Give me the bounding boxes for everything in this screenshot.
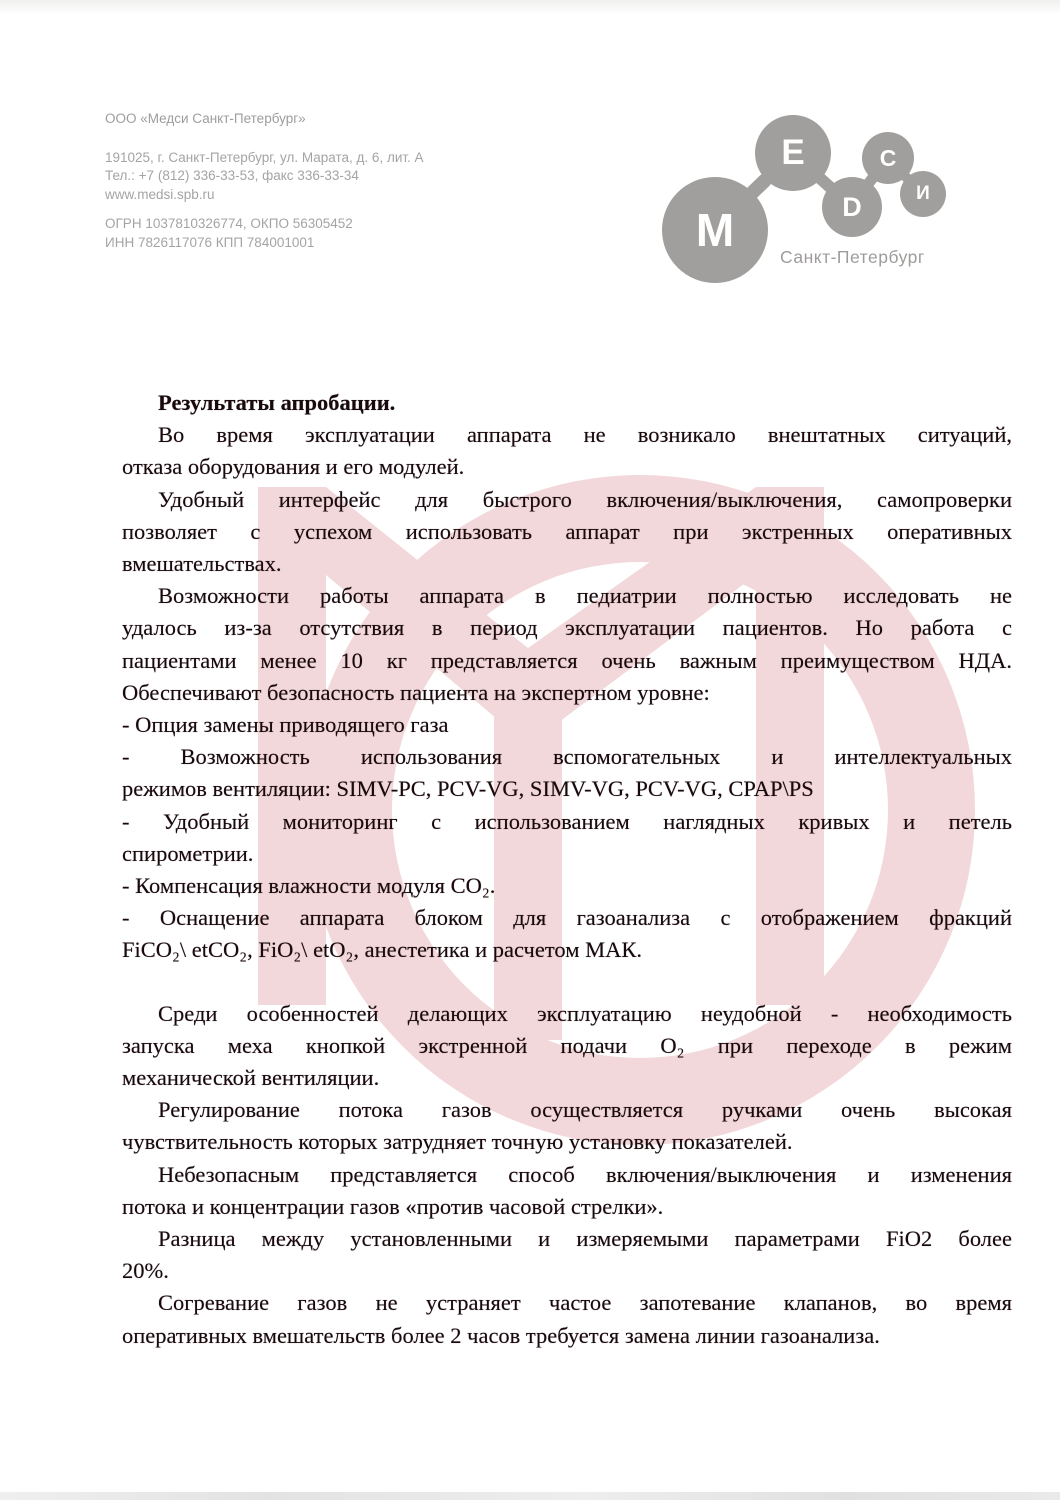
letterhead-address: 191025, г. Санкт-Петербург, ул. Марата, д. 6, лит. А (105, 149, 424, 165)
logo-letter-e: Е (781, 133, 805, 172)
bullet-line: - Удобный мониторинг с использованием наглядных кривых и петель (122, 808, 1012, 834)
letterhead-inn-kpp: ИНН 7826117076 КПП 784001001 (105, 234, 315, 250)
text-line: пациентами менее 10 кг представляется очень важным преимуществом НДА. (122, 647, 1012, 673)
logo-letter-i: И (916, 183, 930, 204)
document-body (122, 387, 1012, 1352)
letterhead (105, 110, 424, 252)
bullet-line: - Компенсация влажности модуля CO₂. (122, 873, 496, 899)
logo-letter-d: D (842, 191, 862, 222)
bullet-line: - Возможность использования вспомогательных и интеллектуальных (122, 744, 1012, 770)
text-line: Во время эксплуатации аппарата не возникало внештатных ситуаций, (158, 422, 1012, 448)
text-line: позволяет с успехом использовать аппарат при экстренных оперативных (122, 518, 1012, 544)
medsi-logo (650, 105, 990, 280)
text-line: 20%. (122, 1258, 169, 1284)
text-line: вмешательствах. (122, 551, 282, 577)
text-line: Регулирование потока газов осуществляется ручками очень высокая (158, 1097, 1012, 1123)
logo-bubble-c (862, 132, 914, 184)
company-name: ООО «Медси Санкт-Петербург» (105, 111, 306, 126)
scan-edge-artifact (0, 1492, 1060, 1500)
logo-bubble-m (662, 177, 768, 283)
bullet-line: - Оснащение аппарата блоком для газоанализа с отображением фракций (122, 905, 1012, 931)
logo-letter-c: С (879, 144, 897, 171)
text-line: Небезопасным представляется способ включения/выключения и изменения (158, 1161, 1012, 1187)
text-line: механической вентиляции. (122, 1065, 380, 1091)
bullet-line: - Опция замены приводящего газа (122, 712, 449, 738)
letterhead-website: www.medsi.spb.ru (105, 186, 215, 202)
logo-bubble-e (755, 115, 831, 191)
logo-city-label: Санкт-Петербург (780, 247, 925, 267)
section-title: Результаты апробации. (158, 390, 396, 415)
letterhead-ogrn-okpo: ОГРН 1037810326774, ОКПО 56305452 (105, 216, 353, 231)
text-line: Среди особенностей делающих эксплуатацию неудобной - необходимость (158, 1000, 1012, 1026)
text-line: Возможности работы аппарата в педиатрии полностью исследовать не (158, 583, 1012, 609)
text-line: запуска меха кнопкой экстренной подачи O₂ при переходе в режим (122, 1032, 1012, 1058)
text-line: спирометрии. (122, 840, 254, 866)
text-line: удалось из-за отсутствия в период эксплуатации пациентов. Но работа с (122, 615, 1012, 641)
text-line: режимов вентиляции: SIMV-PC, PCV-VG, SIMV-VG, PCV-VG, CPAP\PS (122, 776, 814, 802)
text-line: Согревание газов не устраняет частое запотевание клапанов, во время (158, 1290, 1012, 1316)
text-line: Разница между установленными и измеряемыми параметрами FiO2 более (158, 1226, 1012, 1252)
text-line: чувствительность которых затрудняет точную установку показателей. (122, 1129, 793, 1155)
text-line: потока и концентрации газов «против часовой стрелки». (122, 1193, 664, 1219)
logo-letter-m: М (695, 204, 735, 256)
text-line: Обеспечивают безопасность пациента на экспертном уровне: (122, 679, 710, 705)
logo-bubble-d (822, 177, 882, 237)
logo-bubble-i (900, 171, 946, 217)
text-line: отказа оборудования и его модулей. (122, 454, 465, 480)
text-line: FiCO₂\ etCO₂, FiO₂\ etO₂, анестетика и расчетом МАК. (122, 937, 642, 963)
text-line: Удобный интерфейс для быстрого включения/выключения, самопроверки (158, 486, 1012, 512)
letterhead-phone: Тел.: +7 (812) 336-33-53, факс 336-33-34 (105, 168, 359, 183)
text-line: оперативных вмешательств более 2 часов требуется замена линии газоанализа. (122, 1322, 880, 1348)
